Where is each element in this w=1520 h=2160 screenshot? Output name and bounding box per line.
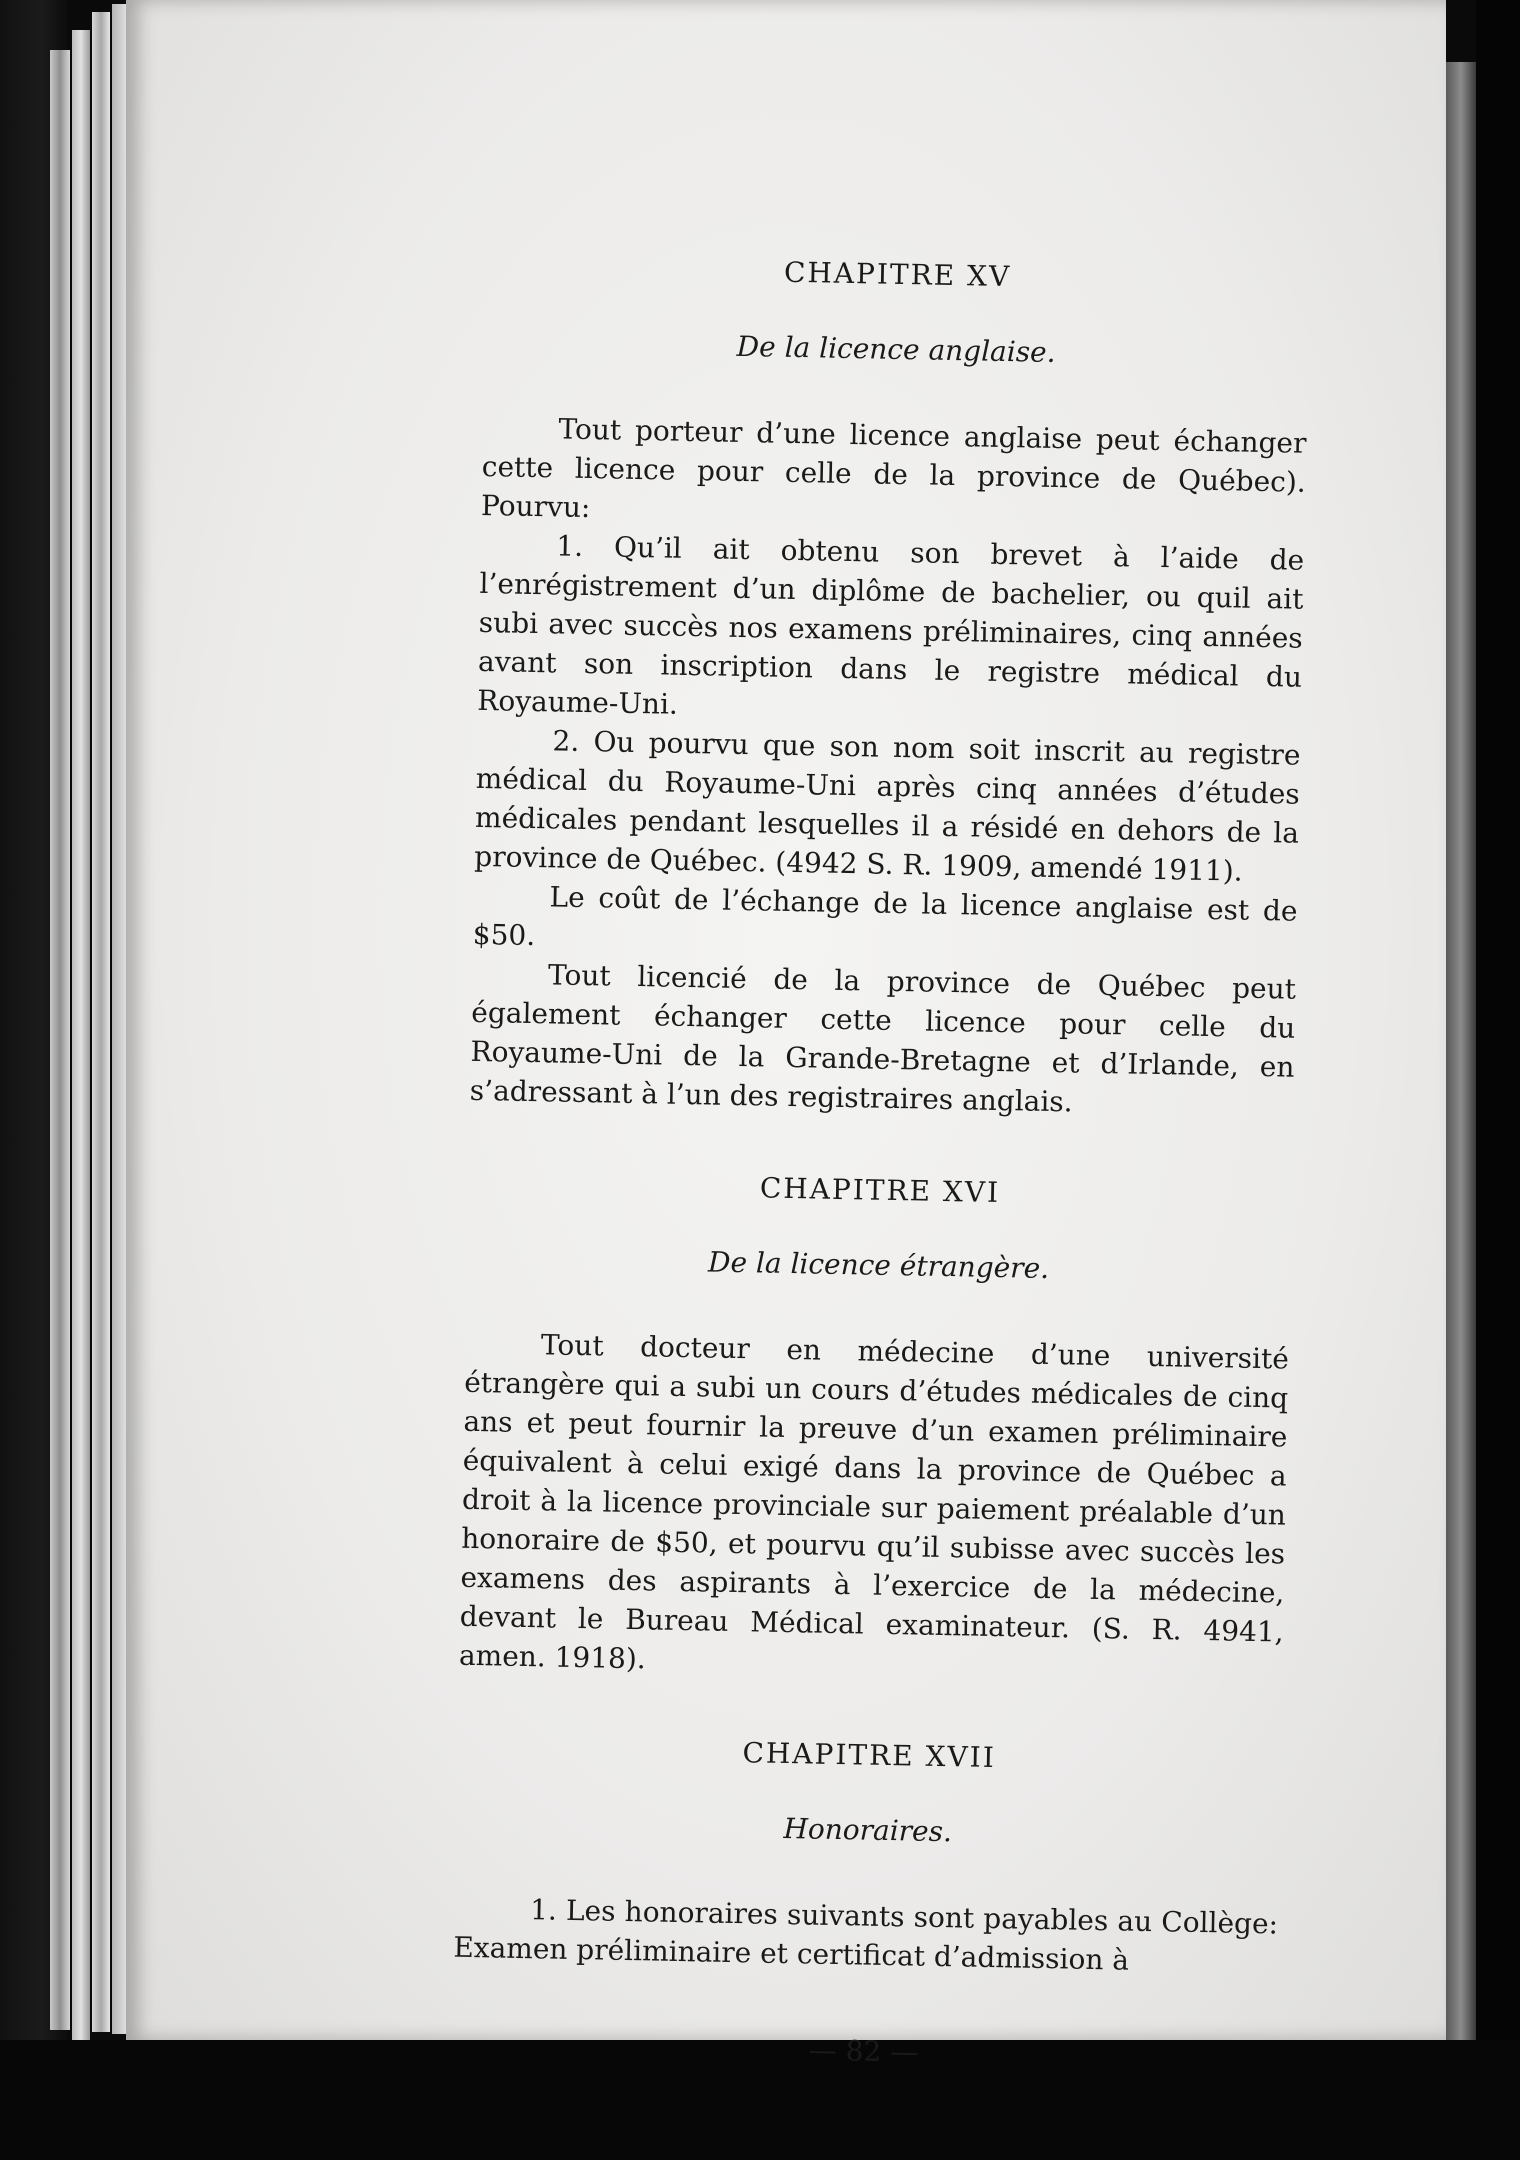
scan-border-right — [1476, 0, 1520, 2160]
page-edge — [72, 30, 90, 2040]
page-edge — [50, 50, 70, 2030]
paragraph: 2. Ou pourvu que son nom soit inscrit au registre médical du Royaume-Uni après cinq années d’études médicales pendant lesquelles il a résidé en dehors de la province de Québec. (4942 S. R. 1909, amendé 1911). — [474, 724, 1301, 888]
page-number: — 82 — — [808, 2033, 919, 2069]
page-edge — [92, 12, 110, 2032]
page-edge — [112, 4, 126, 2034]
chapter-subtitle: De la licence étrangère. — [707, 1245, 1050, 1285]
paragraph: 1. Les honoraires suivants sont payables au Collège: Examen préliminaire et certificat d’admission à — [453, 1893, 1279, 1977]
facing-page-edge — [1446, 62, 1476, 2102]
text-column — [451, 250, 1310, 2075]
paragraph: Le coût de l’échange de la licence anglaise est de $50. — [472, 880, 1298, 953]
chapter-heading: CHAPITRE XVII — [742, 1736, 997, 1775]
chapter-subtitle: Honoraires. — [783, 1812, 953, 1849]
chapter-heading: CHAPITRE XVI — [759, 1171, 1001, 1210]
paragraph: Tout porteur d’une licence anglaise peut échanger cette licence pour celle de la province de Québec). Pourvu: — [480, 412, 1307, 525]
chapter-subtitle: De la licence anglaise. — [736, 329, 1056, 369]
paragraph: Tout docteur en médecine d’une université étrangère qui a subi un cours d’études médicales de cinq ans et peut fournir la preuve d’un examen préliminaire équivalent à celui exigé dans la province de Québec a droit à la licence provinciale sur paiement préalable d’un honoraire de $50, et pourvu qu’il subisse avec succès les examens des aspirants à l’exercice de la médecine, devant le Bureau Médical examinateur. (S. R. 4941, amen. 1918). — [458, 1328, 1290, 1676]
chapter-heading: CHAPITRE XV — [783, 255, 1012, 294]
paragraph: Tout licencié de la province de Québec peut également échanger cette licence pour celle du Royaume-Uni de la Grande-Bretagne et d’Irlande, en s’adressant à l’un des registraires anglais. — [469, 958, 1297, 1119]
paragraph: 1. Qu’il ait obtenu son brevet à l’aide de l’enrégistrement d’un diplôme de bachelier, ou quil ait subi avec succès nos examens préliminaires, cinq années avant son inscription dans le registre médical du Royaume-Uni. — [477, 529, 1305, 721]
